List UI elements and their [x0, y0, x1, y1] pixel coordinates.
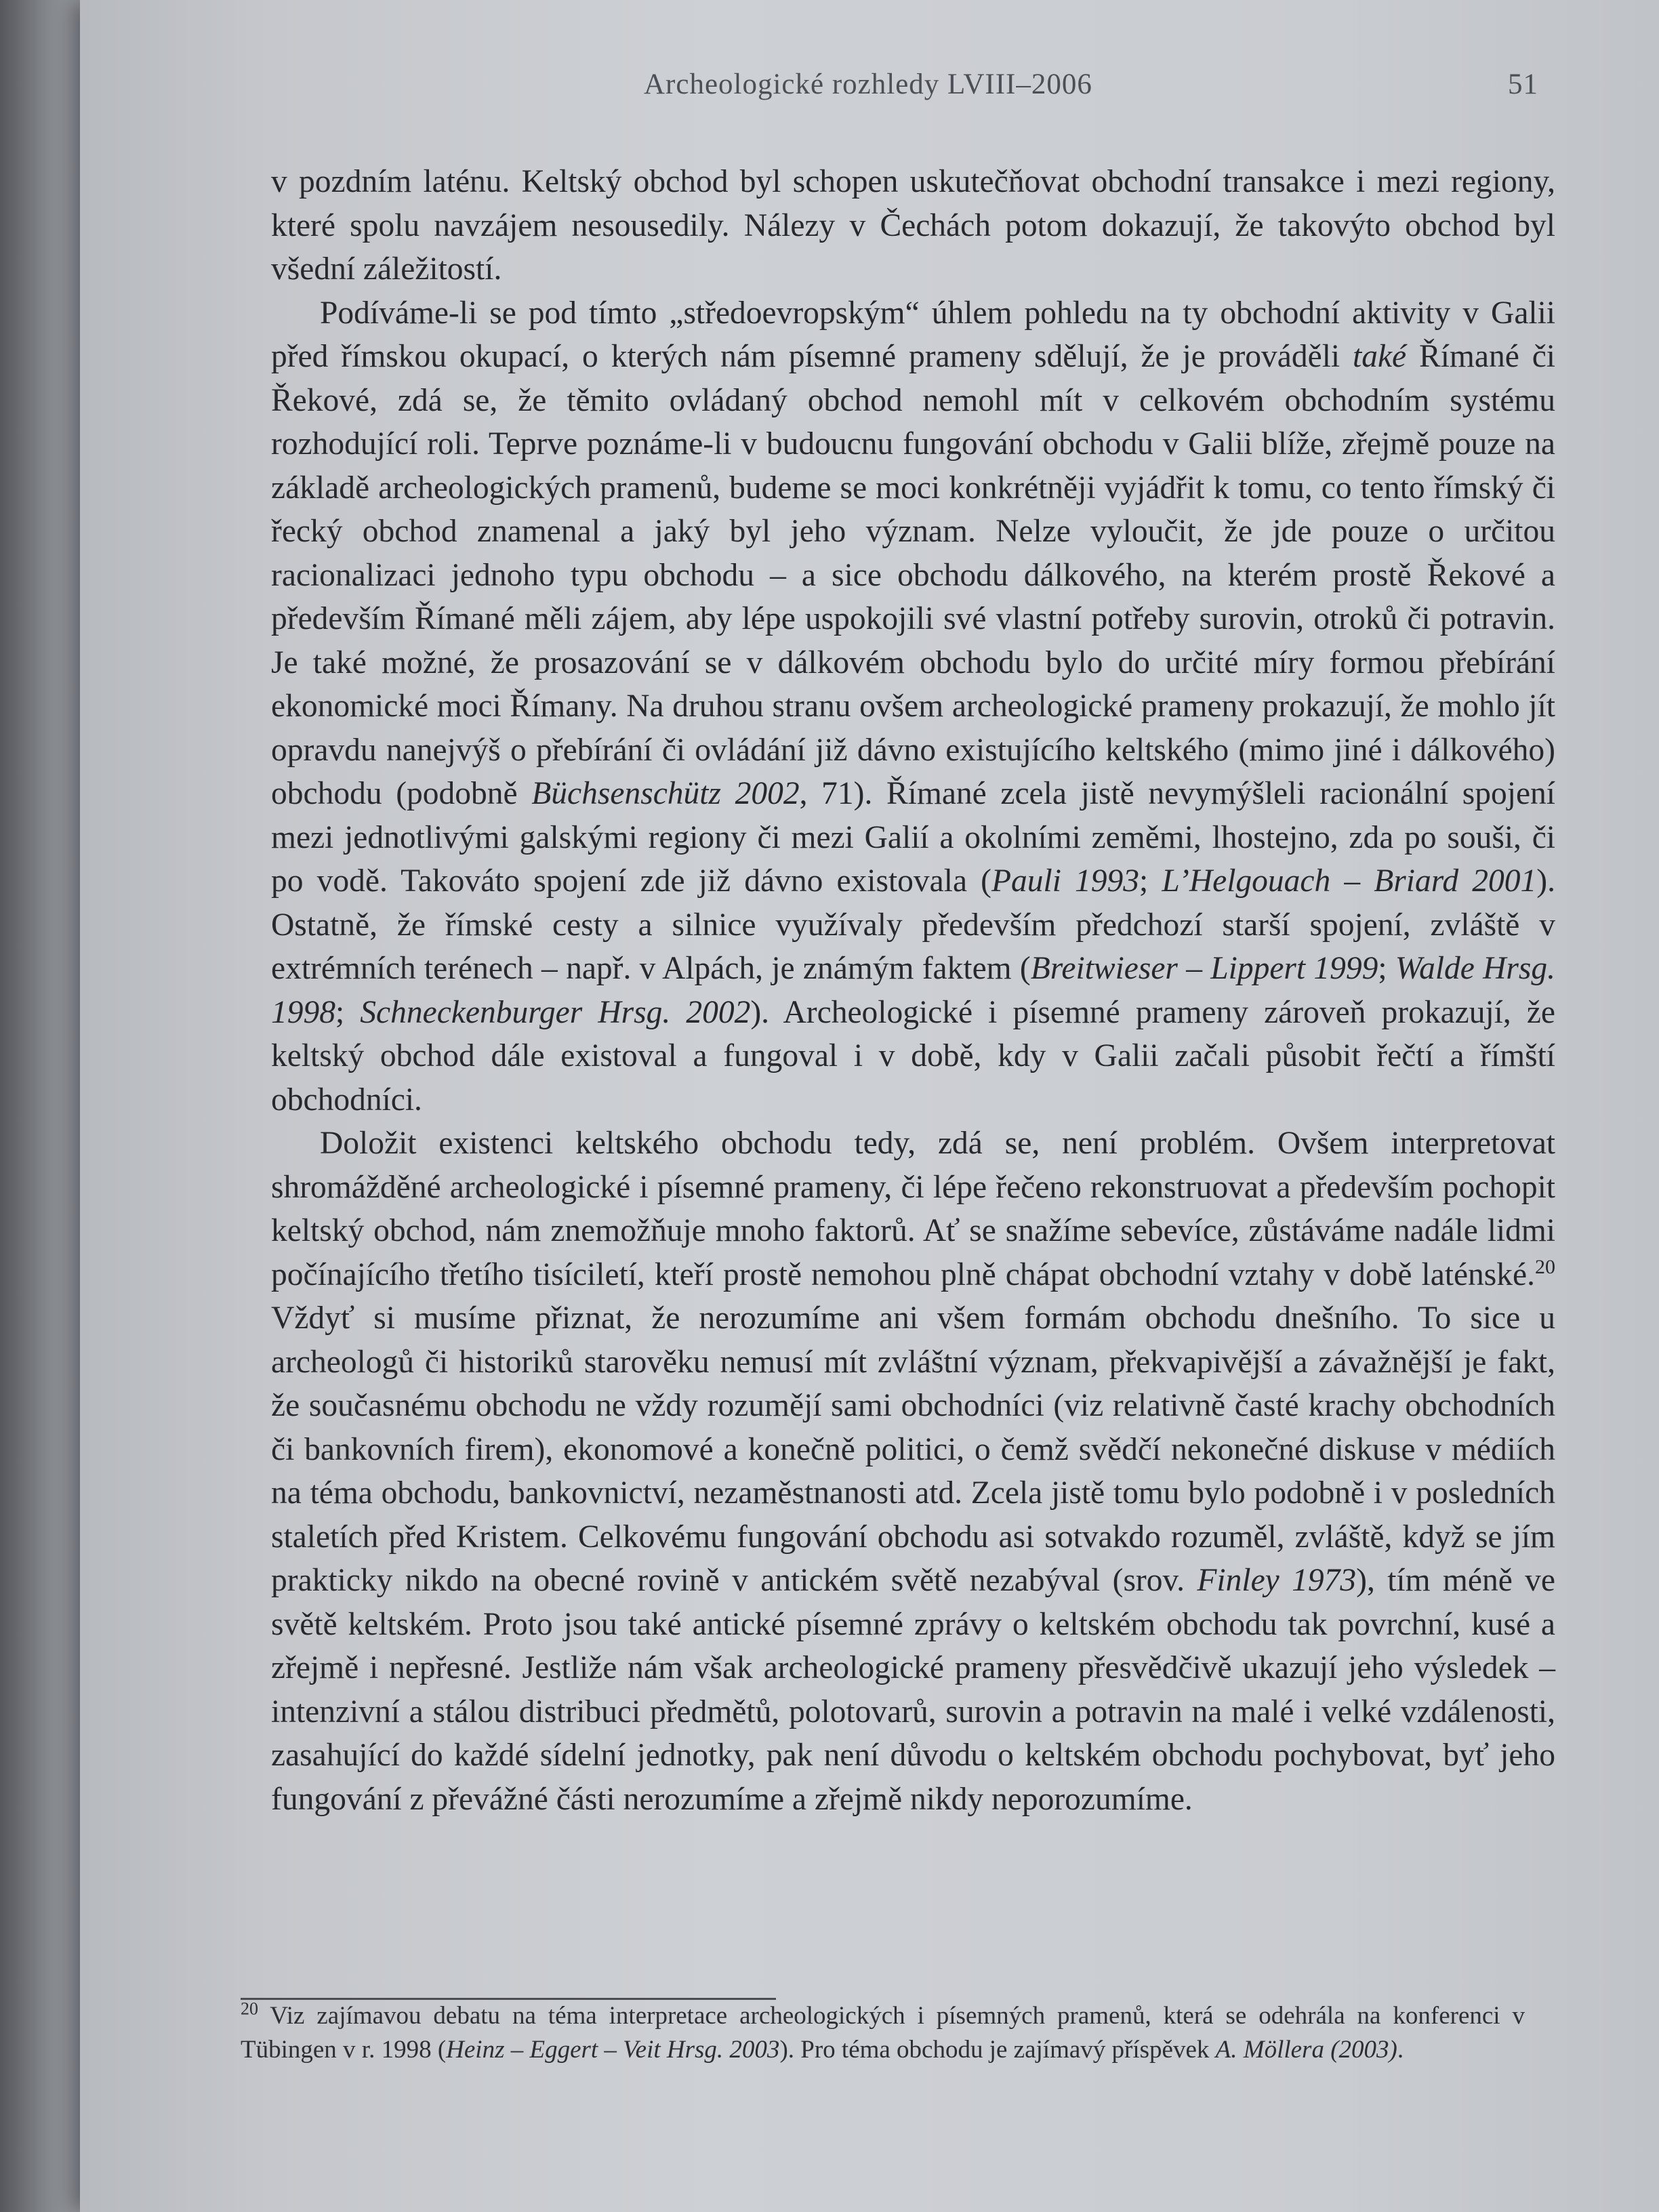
text-run: , 71). Římané zcela jistě nevymýšleli racionální spojení mezi jednotlivými galskými regiony či mezi Galií a okolními zeměmi, lhostejno, zda po souši, či po vodě. Takováto spojení zde již dávno existovala ( — [271, 776, 1556, 899]
citation: Breitwieser – Lippert 1999 — [1030, 951, 1378, 986]
text-run: ). Archeologické i písemné prameny zároveň prokazují, že keltský obchod dále existoval a fungoval i v době, kdy v Galii začali působit řečtí a římští obchodníci. — [271, 994, 1556, 1118]
footnote-number: 20 — [241, 1999, 258, 2019]
citation: Walde Hrsg. 1998 — [271, 951, 1556, 1030]
text-run: Vždyť si musíme přiznat, že nerozumíme ani všem formám obchodu dnešního. To sice u archeologů či historiků starověku nemusí mít zvláštní význam, překvapivější a závažnější je fakt, že současnému obchodu ne vždy rozumějí sami obchodníci (viz relativně časté krachy obchodních či bankovních firem), ekonomové a konečně politici, o čemž svědčí nekonečné diskuse v médiích na téma obchodu, bankovnictví, nezaměstnanosti atd. Zcela jistě tomu bylo podobně i v posledních staletích před Kristem. Celkovému fungování obchodu asi sotvakdo rozuměl, zvláště, když se jím prakticky nikdo na obecné rovině v antickém světě nezabýval (srov. — [271, 1300, 1555, 1598]
citation: Finley 1973 — [1197, 1563, 1357, 1598]
citation: L’Helgouach – Briard 2001 — [1162, 863, 1537, 899]
footnote-reference: 20 — [1535, 1255, 1555, 1278]
citation: Pauli 1993 — [991, 863, 1140, 899]
paragraph-1: v pozdním laténu. Keltský obchod byl schopen uskutečňovat obchodní transakce i mezi regiony, které spolu navzájem nesousedily. Nálezy v Čechách potom dokazují, že takovýto obchod byl všední záležitostí. — [271, 164, 1555, 287]
paragraph-3 — [271, 1122, 1555, 1821]
text-run: Římané či Řekové, zdá se, že těmito ovládaný obchod nemohl mít v celkovém obchodním systému rozhodující roli. Teprve poznáme-li v budoucnu fungování obchodu v Galii blíže, zřejmě pouze na základě archeologických pramenů, budeme se moci konkrétněji vyjádřit k tomu, co tento římský či řecký obchod znamenal a jaký byl jeho význam. Nelze vyloučit, že jde pouze o určitou racionalizaci jednoho typu obchodu – a sice obchodu dálkového, na kterém prostě Řekové a především Římané měli zájem, aby lépe uspokojili své vlastní potřeby surovin, otroků či potravin. Je také možné, že prosazování se v dálkovém obchodu bylo do určité míry formou přebírání ekonomické moci Římany. Na druhou stranu ovšem archeologické prameny prokazují, že mohlo jít opravdu nanejvýš o přebírání či ovládání již dávno existujícího keltského (mimo jiné i dálkového) obchodu (podobně — [271, 339, 1555, 811]
running-header — [644, 68, 1538, 108]
text-run: Doložit existenci keltského obchodu tedy, zdá se, není problém. Ovšem interpretovat shromážděné archeologické i písemné prameny, či lépe řečeno rekonstruovat a především pochopit keltský obchod, nám znemožňuje mnoho faktorů. Ať se snažíme sebevíce, zůstáváme nadále lidmi počínajícího třetího tisíciletí, kteří prostě nemohou plně chápat obchodní vztahy v době laténské. — [271, 1126, 1555, 1292]
text-run: ; — [1139, 863, 1162, 899]
text-run: Podíváme-li se pod tímto „středoevropským“ úhlem pohledu na ty obchodní aktivity v Galii před římskou okupací, o kterých nám písemné prameny sdělují, že je prováděli — [271, 295, 1555, 374]
citation: Schneckenburger Hrsg. 2002 — [360, 994, 751, 1030]
page-number: 51 — [1508, 68, 1538, 100]
main-text — [271, 160, 1555, 1821]
text-run: ; — [1378, 951, 1395, 986]
citation: Büchsenschütz 2002 — [531, 776, 800, 811]
text-run: ). Pro téma obchodu je zajímavý příspěvek — [779, 2036, 1216, 2064]
citation: Heinz – Eggert – Veit Hrsg. 2003 — [446, 2036, 780, 2064]
citation: A. Möllera (2003) — [1215, 2036, 1397, 2064]
text-run: Viz zajímavou debatu na téma interpretace archeologických i písemných pramenů, která se odehrála na konferenci v Tübingen v r. 1998 ( — [241, 2002, 1525, 2064]
text-run: ). Ostatně, že římské cesty a silnice využívaly především předchozí starší spojení, zvláště v extrémních terénech – např. v Alpách, je známým faktem ( — [271, 863, 1555, 986]
text-run: ), tím méně ve světě keltském. Proto jsou také antické písemné zprávy o keltském obchodu tak povrchní, kusé a zřejmě i nepřesné. Jestliže nám však archeologické prameny přesvědčivě ukazují jeho výsledek – intenzivní a stálou distribuci předmětů, polotovarů, surovin a potravin na malé i velké vzdálenosti, zasahující do každé sídelní jednotky, pak není důvodu o keltském obchodu pochybovat, byť jeho fungování z převážné části nerozumíme a zřejmě nikdy neporozumíme. — [271, 1563, 1555, 1817]
footnote — [241, 1999, 1525, 2067]
text-run: ; — [335, 994, 361, 1030]
journal-title: Archeologické rozhledy LVIII–2006 — [644, 68, 1092, 100]
text-run: . — [1397, 2036, 1404, 2064]
paragraph-2 — [271, 291, 1555, 1122]
emphasis: také — [1353, 339, 1407, 374]
